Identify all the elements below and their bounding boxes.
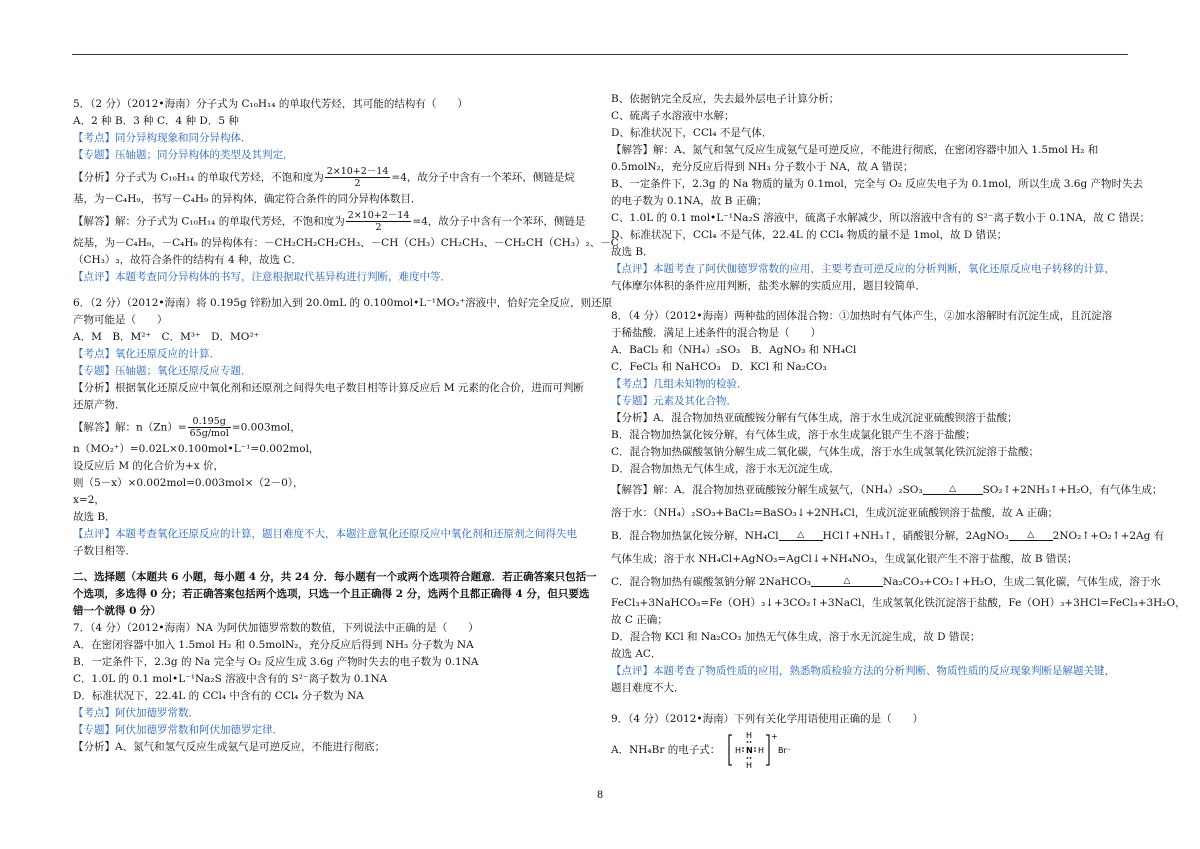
q8-solution-a2: 溶于水：（NH₄）₂SO₃+BaCl₂=BaSO₃↓+2NH₄Cl，生成沉淀亚硫酸钡溶于盐酸，故 A 正确； [611,507,1059,519]
q9-option-a [611,728,1129,772]
q7-kaodian: 【考点】阿伏加德罗常数． [73,707,199,719]
bromide-ion: Br⁻ [778,746,792,755]
heat-symbol: △ [779,531,823,541]
electron-dot-formula-icon [726,729,796,771]
q6-analysis-line2: 还原产物． [73,399,126,411]
q8-options-cd: C．FeCl₃ 和 NaHCO₃ D．KCl 和 Na₂CO₃ [611,361,827,373]
q8-solution-a-post: SO₂↑+2NH₃↑+H₂O，有气体生成； [982,484,1163,496]
q7-option-b: B．一定条件下，2.3g 的 Na 完全与 O₂ 反应生成 3.6g 产物时失去的电子数为 0.1NA [73,656,479,668]
nitrogen: N [746,746,753,755]
q8-solution-b-post: 2NO₂↑+O₂↑+2Ag 有 [1052,530,1165,542]
fraction-denominator: 65g/mol [189,428,229,439]
q7-solution-line: 0.5molN₂，充分反应后得到 NH₃ 分子数小于 NA，故 A 错误； [611,161,914,173]
hydrogen-left: H [735,746,742,755]
section2-heading-line2: 个选项，多选得 0 分；若正确答案包括两个选项，只选一个且正确得 2 分，选两个且都正确得 4 分，但只要选 [73,588,590,600]
q5-solution-pre: 【解答】解：分子式为 C₁₀H₁₄ 的单取代芳烃，不饱和度为 [73,215,345,228]
q7-comment-line2: 气体摩尔体积的条件应用判断，盐类水解的实质应用，题目较简单． [611,280,926,292]
right-column [611,91,1186,772]
q5-solution [73,210,591,233]
q5-kaodian: 【考点】同分异构现象和同分异构体． [73,132,252,144]
q5-zhuanti: 【专题】压轴题；同分异构体的类型及其判定． [73,149,294,161]
q8-solution-a-pre: 【解答】解：A．混合物加热亚硫酸铵分解生成氨气，（NH₄）₂SO₃ [611,484,923,496]
section2-heading-line3: 错一个就得 0 分） [73,605,162,617]
q6-solution-pre: 【解答】解：n（Zn）= [73,421,187,434]
q6-solution [73,416,591,439]
left-column [73,96,619,756]
q8-solution-line: 故 C 正确； [611,614,668,626]
q8-solution-line: FeCl₃+3NaHCO₃=Fe（OH）₃↓+3CO₂↑+3NaCl，生成氢氧化铁沉淀溶于盐酸，Fe（OH）₃+3HCl=FeCl₃+3H₂O， [611,597,1186,609]
q8-solution-b2: 气体生成；溶于水 NH₄Cl+AgNO₃=AgCl↓+NH₄NO₃，生成氯化银产生不溶于盐酸，故 B 错误； [611,553,1078,565]
q5-analysis-post: =4，故分子中含有一个苯环，侧链是烷 [391,171,575,184]
hydrogen-top: H [746,731,753,740]
q8-solution-b-mid: HCl↑+NH₃↑，硝酸银分解，2AgNO₃ [822,530,1009,542]
heat-symbol: △ [923,485,983,495]
q8-options-ab: A．BaCl₂ 和（NH₄）₂SO₃ B．AgNO₃ 和 NH₄Cl [611,344,857,356]
q7-analysis-d: D、标准状况下，CCl₄ 不是气体． [611,127,773,139]
heat-arrow [779,531,823,541]
q8-title: 8．（4 分）（2012•海南）两种盐的固体混合物：①加热时有气体产生，②加水溶解时有沉淀生成，且沉淀溶 [611,310,1113,322]
q7-zhuanti: 【专题】阿伏加德罗常数和阿伏加德罗定律． [73,724,283,736]
q8-solution-c-post: Na₂CO₃+CO₂↑+H₂O，生成二氧化碳，气体生成，溶于水 [883,576,1161,588]
q9-option-a-label: A．NH₄Br 的电子式： [611,744,721,756]
heat-arrow [811,577,883,587]
charge-plus: + [771,732,778,741]
q5-analysis-pre: 【分析】分子式为 C₁₀H₁₄ 的单取代芳烃，不饱和度为 [73,171,324,184]
hydrogen-right: H [758,746,765,755]
q7-analysis-b: B、依据钠完全反应，失去最外层电子计算分析； [611,93,840,105]
q8-solution-b [611,528,1165,545]
q8-title-line2: 于稀盐酸．满足上述条件的混合物是（ ） [611,327,821,339]
q7-analysis: 【分析】A、氮气和氢气反应生成氨气是可逆反应，不能进行彻底； [73,741,386,753]
heat-symbol: △ [811,577,883,587]
header-rule [72,54,1128,55]
q6-title: 6．（2 分）（2012•海南）将 0.195g 锌粉加入到 20.0mL 的 0.100mol•L⁻¹MO₂⁺溶液中，恰好完全反应，则还原 [73,297,613,309]
q8-solution-b-pre: B．混合物加热氯化铵分解，NH₄Cl [611,530,779,542]
q8-solution-a [611,482,1163,499]
page-number: 8 [596,790,604,801]
fraction-numerator: 2×10+2－14 [347,210,410,221]
q5-title: 5．（2 分）（2012•海南）分子式为 C₁₀H₁₄ 的单取代芳烃，其可能的结构有（ ） [73,98,468,110]
q5-analysis [73,166,591,189]
q8-comment: 【点评】本题考查了物质性质的应用，熟悉物质检验方法的分析判断、物质性质的反应现象判断是解题关键， [611,665,1115,677]
q8-kaodian: 【考点】几组未知物的检验． [611,378,748,390]
fraction-numerator: 2×10+2－14 [326,166,389,177]
q8-analysis-line: B．混合物加热氯化铵分解，有气体生成，溶于水生成氯化银产生不溶于盐酸； [611,429,976,441]
q7-solution-line: C、1.0L 的 0.1 mol•L⁻¹Na₂S 溶液中，硫离子水解减少，所以溶液中含有的 S²⁻离子数小于 0.1NA，故 C 错误； [611,212,1150,224]
q8-analysis-line: C．混合物加热碳酸氢钠分解生成二氧化碳，气体生成，溶于水生成氢氧化铁沉淀溶于盐酸； [611,446,1040,458]
q8-analysis: 【分析】A．混合物加热亚硫酸铵分解有气体生成，溶于水生成沉淀亚硫酸钡溶于盐酸； [611,412,1018,424]
q6-solution-line: n（MO₂⁺）=0.02L×0.100mol•L⁻¹=0.002mol， [73,443,320,455]
q7-solution: 【解答】解：A、氮气和氢气反应生成氨气是可逆反应，不能进行彻底，在密闭容器中加入 1.5mol H₂ 和 [611,144,1099,156]
q6-title-line2: 产物可能是（ ） [73,314,168,326]
q7-option-d: D．标准状况下，22.4L 的 CCl₄ 中含有的 CCl₄ 分子数为 NA [73,690,364,702]
q5-solution-line2: 烷基，为－C₄H₉，－C₄H₉ 的异构体有：－CH₂CH₂CH₂CH₃、－CH（CH₃）CH₂CH₃、－CH₂CH（CH₃）₂、－C [73,237,619,249]
hydrogen-bottom: H [746,761,753,770]
heat-symbol: △ [1009,531,1053,541]
q8-solution-line: D．混合物 KCl 和 Na₂CO₃ 加热无气体生成，溶于水无沉淀生成，故 D 错误； [611,631,981,643]
q5-options: A．2 种 B．3 种 C．4 种 D．5 种 [73,115,239,127]
q8-analysis-line: D．混合物加热无气体生成，溶于水无沉淀生成． [611,463,840,475]
q5-comment: 【点评】本题考查同分异构体的书写，注意根据取代基异构进行判断，难度中等． [73,271,451,283]
q6-analysis: 【分析】根据氧化还原反应中氧化剂和还原剂之间得失电子数目相等计算反应后 M 元素的化合价，进而可判断 [73,382,584,394]
q7-solution-line: B、一定条件下，2.3g 的 Na 物质的量为 0.1mol，完全与 O₂ 反应失电子为 0.1mol，所以生成 3.6g 产物时失去 [611,178,1144,190]
q6-solution-line: x=2， [73,494,105,506]
fraction-denominator: 2 [354,178,361,189]
heat-arrow [1009,531,1053,541]
q7-option-a: A．在密闭容器中加入 1.5mol H₂ 和 0.5molN₂，充分反应后得到 NH₃ 分子数为 NA [73,639,474,651]
fraction-numerator: 0.195g [188,416,231,428]
q7-solution-line: 故选 B． [611,246,654,258]
q6-comment-line2: 子数目相等． [73,545,136,557]
q6-comment: 【点评】本题考查氧化还原反应的计算，题目难度不大，本题注意氧化还原反应中氧化剂和还原剂之间得失电 [73,528,577,540]
q9-title: 9．（4 分）（2012•海南）下列有关化学用语使用正确的是（ ） [611,713,924,725]
q6-solution-line: 则（5－x）×0.002mol=0.003mol×（2－0）， [73,477,304,489]
q6-kaodian: 【考点】氧化还原反应的计算． [73,348,220,360]
q8-zhuanti: 【专题】元素及其化合物． [611,395,737,407]
q8-comment-line2: 题目难度不大． [611,682,685,694]
q5-solution-line3: （CH₃）₃，故符合条件的结构有 4 种，故选 C． [73,254,302,266]
q7-analysis-c: C、硫离子水溶液中水解； [611,110,735,122]
q8-solution-line: 故选 AC． [611,648,662,660]
section2-heading: 二、选择题（本题共 6 小题，每小题 4 分，共 24 分．每小题有一个或两个选项符合题意．若正确答案只包括一 [73,571,597,583]
q6-solution-fraction [188,416,231,439]
fraction-denominator: 2 [375,222,382,233]
q5-analysis-line2: 基，为－C₄H₉，书写－C₄H₉ 的异构体，确定符合条件的同分异构体数目． [73,193,422,205]
q7-title: 7．（4 分）（2012•海南）NA 为阿伏加德罗常数的数值，下列说法中正确的是（ ） [73,622,479,634]
q8-solution-c [611,574,1161,591]
q7-option-c: C．1.0L 的 0.1 mol•L⁻¹Na₂S 溶液中含有的 S²⁻离子数为 0.1NA [73,673,388,685]
q7-solution-line: D、标准状况下，CCl₄ 不是气体，22.4L 的 CCl₄ 物质的量不是 1mol，故 D 错误； [611,229,1008,241]
q5-analysis-fraction [325,166,391,189]
q6-solution-line: 故选 B． [73,511,116,523]
q6-zhuanti: 【专题】压轴题；氧化还原反应专题． [73,365,252,377]
q6-solution-line: 设反应后 M 的化合价为+x 价， [73,460,224,472]
q5-solution-fraction [346,210,412,233]
q8-solution-c-pre: C．混合物加热有碳酸氢钠分解 2NaHCO₃ [611,576,812,588]
q7-solution-line: 的电子数为 0.1NA，故 B 正确； [611,195,768,207]
q7-comment: 【点评】本题考查了阿伏伽德罗常数的应用，主要考查可逆反应的分析判断，氧化还原反应电子转移的计算， [611,263,1115,275]
q6-options: A．M B．M²⁺ C．M³⁺ D．MO²⁺ [73,331,260,343]
q6-solution-post: =0.003mol， [231,421,301,434]
heat-arrow [923,485,983,495]
q5-solution-post: =4，故分子中含有一个苯环，侧链是 [412,215,586,228]
